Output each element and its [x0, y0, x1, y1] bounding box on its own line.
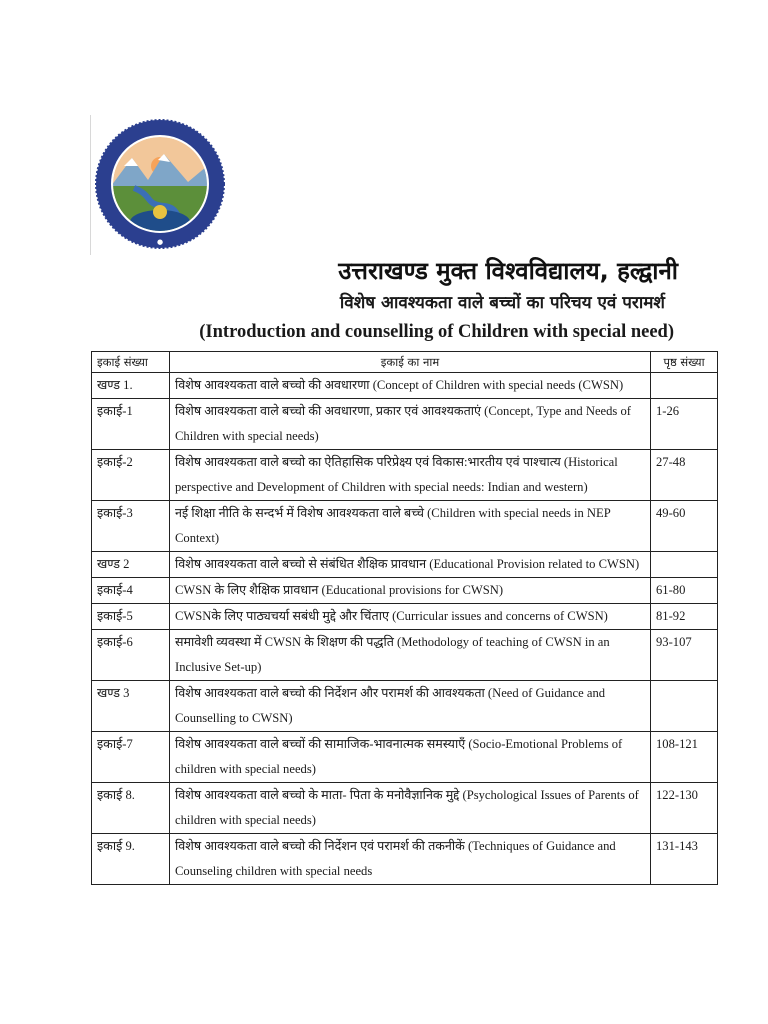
header-unit-name: इकाई का नाम	[170, 352, 651, 373]
unit-number: इकाई-7	[92, 732, 170, 783]
unit-title: विशेष आवश्यकता वाले बच्चो की निर्देशन एवं परामर्श की तकनीकें (Techniques of Guidance and Counseling children with special needs	[170, 834, 651, 885]
unit-title: CWSNके लिए पाठ्यचर्या सबंधी मुद्दे और चिंताए (Curricular issues and concerns of CWSN)	[170, 604, 651, 630]
university-logo-icon	[94, 118, 226, 250]
table-header-row	[92, 352, 718, 373]
page-title: उत्तराखण्ड मुक्त विश्वविद्यालय, हल्द्वानी	[338, 257, 678, 285]
block-row	[92, 552, 718, 578]
svg-text:●: ●	[156, 238, 164, 246]
unit-row	[92, 783, 718, 834]
page-range: 27-48	[651, 450, 718, 501]
unit-title: CWSN के लिए शैक्षिक प्रावधान (Educational provisions for CWSN)	[170, 578, 651, 604]
page-range: 122-130	[651, 783, 718, 834]
unit-row	[92, 501, 718, 552]
unit-number: इकाई-3	[92, 501, 170, 552]
unit-title: विशेष आवश्यकता वाले बच्चो की अवधारणा (Concept of Children with special needs (CWSN)	[170, 373, 651, 399]
page-range: 49-60	[651, 501, 718, 552]
header-unit-number: इकाई संख्या	[92, 352, 170, 373]
unit-title: विशेष आवश्यकता वाले बच्चो की निर्देशन और परामर्श की आवश्यकता (Need of Guidance and Counselling to CWSN)	[170, 681, 651, 732]
unit-number: खण्ड 3	[92, 681, 170, 732]
unit-row	[92, 399, 718, 450]
page-range: 108-121	[651, 732, 718, 783]
unit-number: खण्ड 2	[92, 552, 170, 578]
unit-number: खण्ड 1.	[92, 373, 170, 399]
unit-number: इकाई-6	[92, 630, 170, 681]
page-edge-line	[90, 115, 91, 255]
unit-number: इकाई 9.	[92, 834, 170, 885]
unit-row	[92, 630, 718, 681]
page-range: 93-107	[651, 630, 718, 681]
unit-row	[92, 834, 718, 885]
page-range: 1-26	[651, 399, 718, 450]
unit-number: इकाई-1	[92, 399, 170, 450]
unit-title: विशेष आवश्यकता वाले बच्चो से संबंधित शैक्षिक प्रावधान (Educational Provision related to CWSN)	[170, 552, 651, 578]
block-row	[92, 681, 718, 732]
page-subtitle-hindi: विशेष आवश्यकता वाले बच्चों का परिचय एवं परामर्श	[339, 293, 665, 313]
unit-number: इकाई 8.	[92, 783, 170, 834]
unit-number: इकाई-4	[92, 578, 170, 604]
unit-title: विशेष आवश्यकता वाले बच्चो की अवधारणा, प्रकार एवं आवश्यकताएं (Concept, Type and Needs of Children with special needs)	[170, 399, 651, 450]
unit-row	[92, 450, 718, 501]
unit-title: विशेष आवश्यकता वाले बच्चो के माता- पिता के मनोवैज्ञानिक मुद्दे (Psychological Issues of Parents of children with special needs)	[170, 783, 651, 834]
unit-title: नई शिक्षा नीति के सन्दर्भ में विशेष आवश्यकता वाले बच्चे (Children with special needs in NEP Context)	[170, 501, 651, 552]
unit-row	[92, 604, 718, 630]
page-range: 131-143	[651, 834, 718, 885]
contents-table	[91, 351, 718, 885]
page-range	[651, 552, 718, 578]
unit-number: इकाई-5	[92, 604, 170, 630]
unit-number: इकाई-2	[92, 450, 170, 501]
unit-title: विशेष आवश्यकता वाले बच्चों की सामाजिक-भावनात्मक समस्याएँ (Socio-Emotional Problems of children with special needs)	[170, 732, 651, 783]
page-range: 81-92	[651, 604, 718, 630]
unit-row	[92, 732, 718, 783]
block-row	[92, 373, 718, 399]
unit-title: समावेशी व्यवस्था में CWSN के शिक्षण की पद्धति (Methodology of teaching of CWSN in an Inclusive Set-up)	[170, 630, 651, 681]
page-range: 61-80	[651, 578, 718, 604]
unit-title: विशेष आवश्यकता वाले बच्चो का ऐतिहासिक परिप्रेक्ष्य एवं विकास:भारतीय एवं पाश्चात्य (Historical perspective and Development of Children with special needs: Indian and western)	[170, 450, 651, 501]
header-page-number: पृष्ठ संख्या	[651, 352, 718, 373]
page-range	[651, 373, 718, 399]
page-subtitle-english: (Introduction and counselling of Children with special need)	[199, 322, 674, 342]
unit-row	[92, 578, 718, 604]
page-range	[651, 681, 718, 732]
